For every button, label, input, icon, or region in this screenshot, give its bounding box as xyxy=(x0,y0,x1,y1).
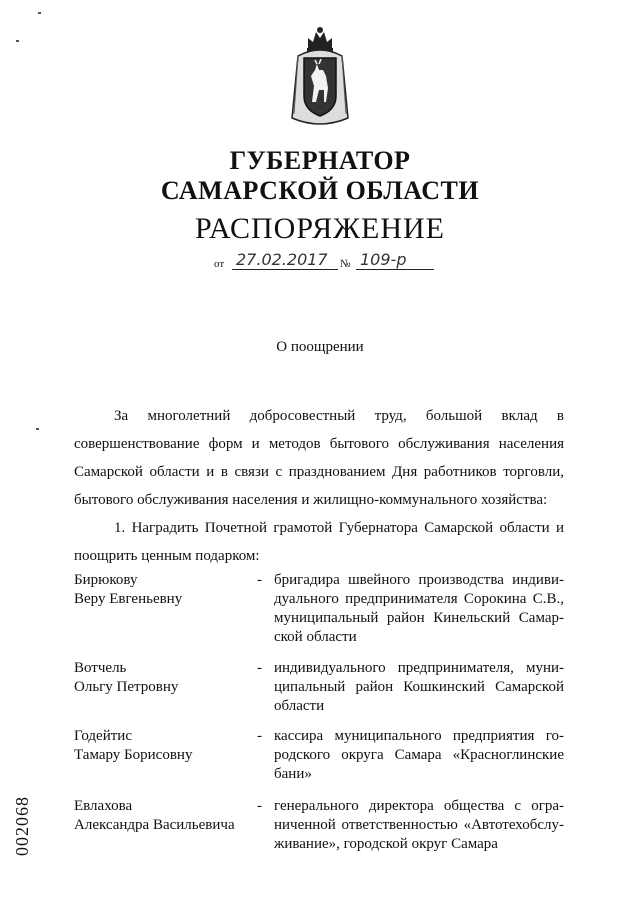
awardee-position: кассира муниципального предприятия го- родского округа Самара «Красноглинские бани» xyxy=(274,728,564,782)
document-number: 109-р xyxy=(356,250,434,270)
registry-stamp-number: 002068 xyxy=(12,796,32,856)
intro-line: Самарской области и в связи с празднованием Дня работников торговли, xyxy=(74,464,564,480)
samara-coat-of-arms-icon xyxy=(286,26,354,130)
awardee-name: Годейтис Тамару Борисовну xyxy=(74,728,193,763)
awardee-name: Евлахова Александра Васильевича xyxy=(74,798,235,833)
entry-dash: - xyxy=(257,728,262,744)
intro-line: совершенствование форм и методов бытового обслуживания населения xyxy=(74,436,564,452)
awardee-position: генерального директора общества с огра- ниченной ответственностью «Автотехобслу- живание», городской округ Самара xyxy=(274,798,564,852)
entry-dash: - xyxy=(257,572,262,588)
item-1-line: 1. Наградить Почетной грамотой Губернатора Самарской области и xyxy=(114,520,564,536)
awardee-name: Бирюкову Веру Евгеньевну xyxy=(74,572,183,607)
intro-line: За многолетний добросовестный труд, большой вклад в xyxy=(114,408,564,424)
issuer-title-line2: САМАРСКОЙ ОБЛАСТИ xyxy=(160,176,480,205)
awardee-position: бригадира швейного производства индиви- дуального предпринимателя Сорокина С.В., муниципальный район Кинельский Самар- ской области xyxy=(274,572,564,645)
number-label: № xyxy=(340,258,351,270)
item-1-line: поощрить ценным подарком: xyxy=(74,548,260,564)
from-label: от xyxy=(214,258,225,270)
issuer-title-line1: ГУБЕРНАТОР xyxy=(229,146,411,175)
entry-dash: - xyxy=(257,798,262,814)
intro-paragraph xyxy=(74,402,564,514)
intro-line: бытового обслуживания населения и жилищно-коммунального хозяйства: xyxy=(74,492,548,508)
document-type: РАСПОРЯЖЕНИЕ xyxy=(194,212,446,245)
awardee-name: Вотчель Ольгу Петровну xyxy=(74,660,179,695)
item-1 xyxy=(74,514,564,570)
entry-dash: - xyxy=(257,660,262,676)
document-subject: О поощрении xyxy=(276,339,364,355)
awardee-position: индивидуального предпринимателя, муни- ципальный район Кошкинский Самарской области xyxy=(274,660,564,714)
document-date: 27.02.2017 xyxy=(232,250,338,270)
